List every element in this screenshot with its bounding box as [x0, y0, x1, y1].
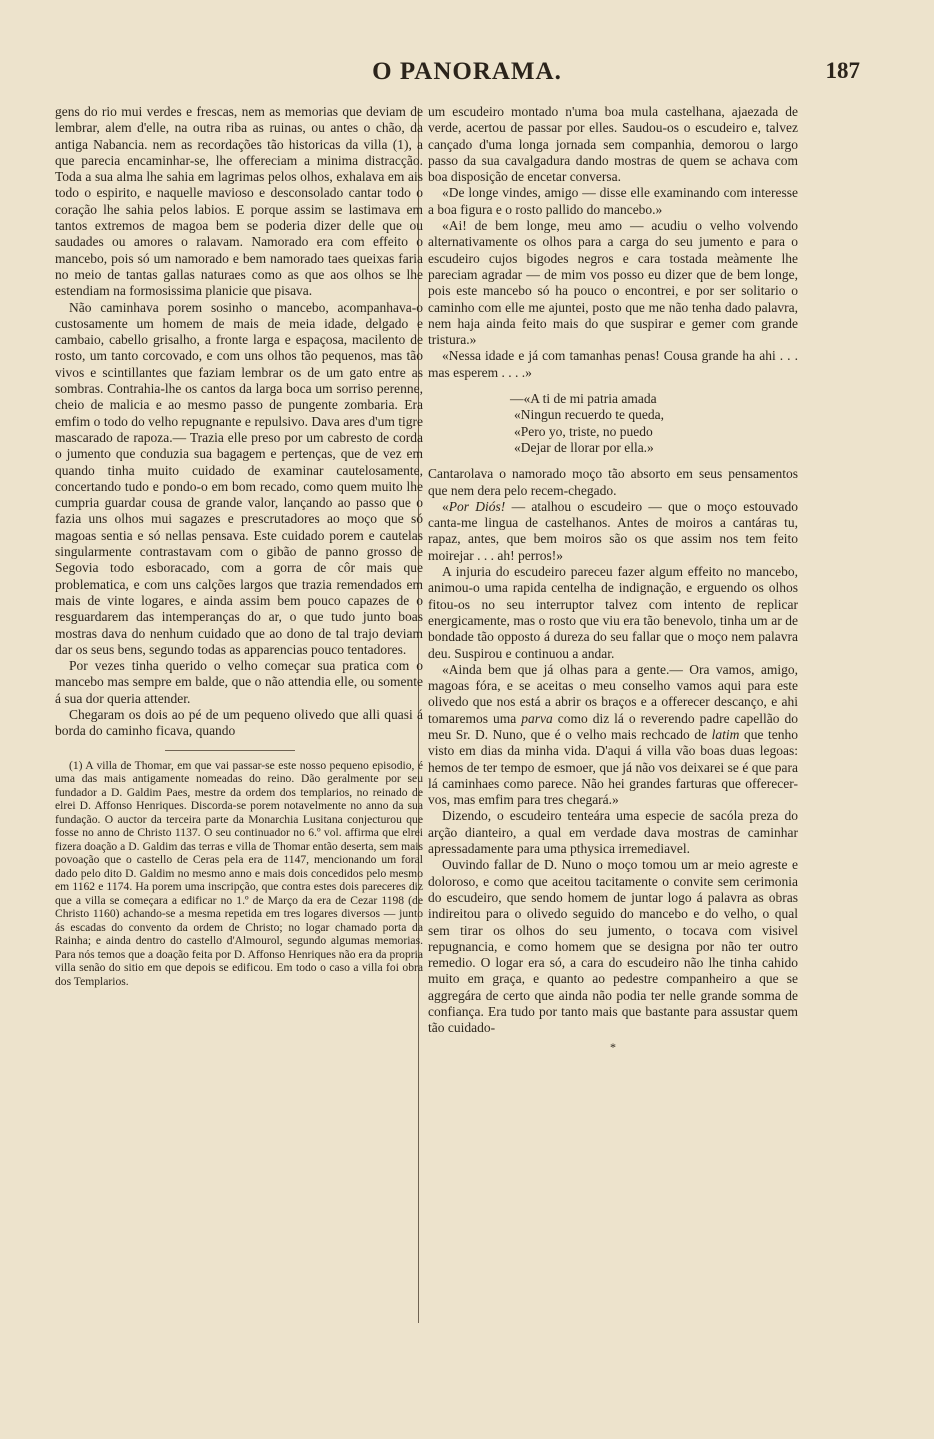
paragraph: «Por Diós! — atalhou o escudeiro — que o moço estouvado canta-me lingua de castelhanos. Antes de moiros a cantáras tu, rapaz, antes, que bem moiros são os que assim nos tem feito moirejar . . . ah! perros!»	[428, 498, 798, 563]
verse-block	[510, 391, 798, 456]
verse-line: «Dejar de llorar por ella.»	[514, 439, 654, 455]
paragraph-text: «Ainda bem que já olhas para a gente.— Ora vamos, amigo, magoas fóra, e se aceitas o meu conselho vamos aqui para este olivedo que nos está a abrir os braços e a offerecer descanço, e ahi tomaremos uma	[428, 661, 798, 726]
italic-word: parva	[521, 710, 553, 726]
paragraph: Por vezes tinha querido o velho começar sua pratica com o mancebo mas sempre em balde, que o não attendia elle, ou somente á sua dor queria attender.	[55, 658, 423, 706]
paragraph: Ouvindo fallar de D. Nuno o moço tomou um ar meio agreste e doloroso, e como que aceitou tacitamente o convite sem cerimonia do escudeiro, que sendo homem de juntar logo á palavra as obras indireitou para o olivedo seguido do mancebo e do velho, o qual sem tirar os olhos do seu jumento, o tocava com visivel repugnancia, e como homem que se designa por não ter outro remedio. O logar era só, a cara do escudeiro não lhe tinha cahido muito em graça, e quanto ao pedestre companheiro a que se aggregára de certo que ainda não podia ter nelle grande somma de confiança. Era tudo por tanto mais que bastante para assustar quem tão cuidado-	[428, 857, 798, 1036]
paragraph: A injuria do escudeiro pareceu fazer algum effeito no mancebo, animou-o uma rapida centelha de indignação, e erguendo os olhos fitou-os no seu interruptor talvez com intento de replicar energicamente, mas o rosto que viu era tão benevolo, tinha um ar de bondade tão opposto á dureza do seu fallar que o moço nem palavra deu. Suspirou e continuou a andar.	[428, 564, 798, 661]
footnote	[55, 759, 423, 989]
paragraph: «Ai! de bem longe, meu amo — acudiu o velho volvendo alternativamente os olhos para a carga do seu jumento e para o escudeiro cujos bigodes negros e cara tostada meàmente lhe pareciam agradar — de mim vos posso eu dizer que de bem longe, pois este mancebo só ha pouco o encontrei, e por ser solitario o caminho com elle me ajuntei, posto que me não tenha dado palavra, nem haja ainda feito mais do que suspirar e gemer com grande tristura.»	[428, 218, 798, 348]
verse-line: —«A ti de mi patria amada	[510, 391, 657, 407]
signature-mark: *	[610, 1039, 616, 1054]
italic-phrase: Por Diós!	[448, 498, 506, 514]
left-column	[55, 104, 423, 988]
paragraph: Dizendo, o escudeiro tenteára uma especie de sacóla preza do arção dianteiro, a qual em verdade dava mostras de caminhar apressadamente para uma pthysica irremediavel.	[428, 808, 798, 857]
page-number: 187	[825, 58, 860, 83]
paragraph: um escudeiro montado n'uma boa mula castelhana, ajaezada de verde, acertou de passar por elles. Saudou-os o escudeiro e, talvez cançado d'uma longa jornada sem companhia, demorou o largo passo da sua cavalgadura dando mostras de quem se achava com boa disposição de encetar conversa.	[428, 104, 798, 185]
paragraph-text: que tenho visto em dias da minha vida. D'aqui á villa vão boas duas legoas: hemos de ter tempo de esmoer, que já não vos deixarei se é que para lá caminhaes como parece. Não hei grandes farturas que offerecer-vos, mas emfim para tres chegará.»	[428, 726, 799, 808]
italic-word: latim	[711, 726, 740, 742]
footnote-rule	[165, 750, 295, 751]
verse-line: «Pero yo, triste, no puedo	[514, 423, 653, 439]
paragraph: Cantarolava o namorado moço tão absorto em seus pensamentos que nem dera pelo recem-chegado.	[428, 466, 798, 498]
paragraph: «De longe vindes, amigo — disse elle examinando com interesse a boa figura e o rosto pallido do mancebo.»	[428, 185, 798, 217]
paragraph: gens do rio mui verdes e frescas, nem as memorias que deviam de lembrar, alem d'elle, na outra riba as ruinas, ou antes o chão, da antiga Nabancia. nem as recordações tão historicas da villa (1), a que parecia encaminhar-se, lhe offereciam a minima distracção. Toda a sua alma lhe sahia em lagrimas pelos olhos, exhalava em ais todo o espirito, e naquelle mavioso e desconsolado cantar todo o coração lhe sahia pelos labios. E porque assim se lastimava em tantos extremos de magoa bem se poderia dizer delle que ou saudades ou amores o ralavam. Namorado era com effeito o mancebo, pois só um namorado e bem namorado taes queixas faria no meio de tantas gallas naturaes como as que aos olhos se lhe estendiam na formosissima planicie que pisava.	[55, 104, 423, 299]
paragraph: Não caminhava porem sosinho o mancebo, acompanhava-o custosamente um homem de mais de meia idade, delgado e cambaio, cabello grisalho, a fronte larga e espaçosa, macilento de rosto, um tanto corcovado, e com uns olhos tão pequenos, mas tão vivos e scintillantes que faziam lembrar os de um gato entre as sombras. Contrahia-lhe os cantos da larga boca um sorriso perenne, cheio de malicia e ao mesmo passo de pungente zombaria. Era emfim o todo do velho repugnante e repulsivo. Dava ares d'um tigre mascarado de rapoza.— Trazia elle preso por um cabresto de corda o jumento que conduzia sua bagagem e pertenças, que de vez em quando tinha muito cuidado de examinar cautelosamente, concertando tudo e pondo-o em bom recado, como quem muito lhe cumpria guardar cousa de grande valor, lançando ao passo que o fazia uns olhos mui sagazes e prescrutadores ao moço que só magoas sentia e só nellas pensava. Este cuidado porem e cautelas singularmente contrastavam com o gibão de panno grosso de Segovia todo esboracado, com a gorra de côr mais que problematica, e com uns calções largos que trazia remendados em mais de vinte logares, e ainda assim bem pouco capazes de o resguardarem das intemperanças do ar, o que tudo junto boas mostras dava do nenhum cuidado que ao dono de tal trajo deviam dar os seus bens, segundo todas as apparencias pouco tentadores.	[55, 299, 423, 657]
paragraph-text: — atalhou o escudeiro — que o moço estouvado canta-me lingua de castelhanos. Antes de moiros a cantáras tu, rapaz, antes, que bem moiros são os que assim nos tem feito moirejar . . . ah! perros!»	[428, 498, 798, 563]
paragraph: «Nessa idade e já com tamanhas penas! Cousa grande ha ahi . . . mas esperem . . . .»	[428, 348, 798, 380]
page-header	[52, 58, 882, 98]
journal-title: O PANORAMA.	[372, 58, 562, 85]
verse-line: «Ningun recuerdo te queda,	[514, 407, 664, 423]
paragraph: Chegaram os dois ao pé de um pequeno olivedo que alli quasi á borda do caminho ficava, quando	[55, 706, 423, 739]
right-column	[428, 104, 798, 1055]
footnote-text: (1) A villa de Thomar, em que vai passar-se este nosso pequeno episodio, é uma das mais antigamente nomeadas do reino. Dão geralmente por seu fundador a D. Galdim Paes, mestre da ordem dos templarios, no reinado de elrei D. Affonso Henriques. Discorda-se porem notavelmente no anno da sua fundação. O auctor da terceira parte da Monarchia Lusitana conjecturou que fosse no anno de Christo 1137. O seu continuador no 6.º vol. affirma que elrei fizera doação a D. Galdim das terras e villa de Thomar então deserta, sem mais povoação que o castello de Ceras pela era de 1147, mencionando um foral dado pelo dito D. Galdim no mesmo anno e mais dois concedidos pelo mesmo em 1162 e 1174. Ha porem uma inscripção, que contra estes dois pareceres diz que a villa se começara a edificar no 1.º de Março da era de Cezar 1198 (de Christo 1160) achando-se a mesma repetida em tres logares diversos — junto ás escadas do convento da ordem de Christo; no logar chamado porta da Rainha; e ainda dentro do castello d'Almourol, segundo algumas memorias. Para nós temos que a doação feita por D. Affonso Henriques não era da propria villa senão do sitio em que depois se edificou. Em todo o caso a villa foi obra dos Templarios.	[55, 758, 423, 988]
paragraph	[428, 662, 798, 809]
paragraph-text: como diz lá o reverendo padre capellão do meu Sr. D. Nuno, que é o velho mais rechcado de	[428, 710, 799, 742]
